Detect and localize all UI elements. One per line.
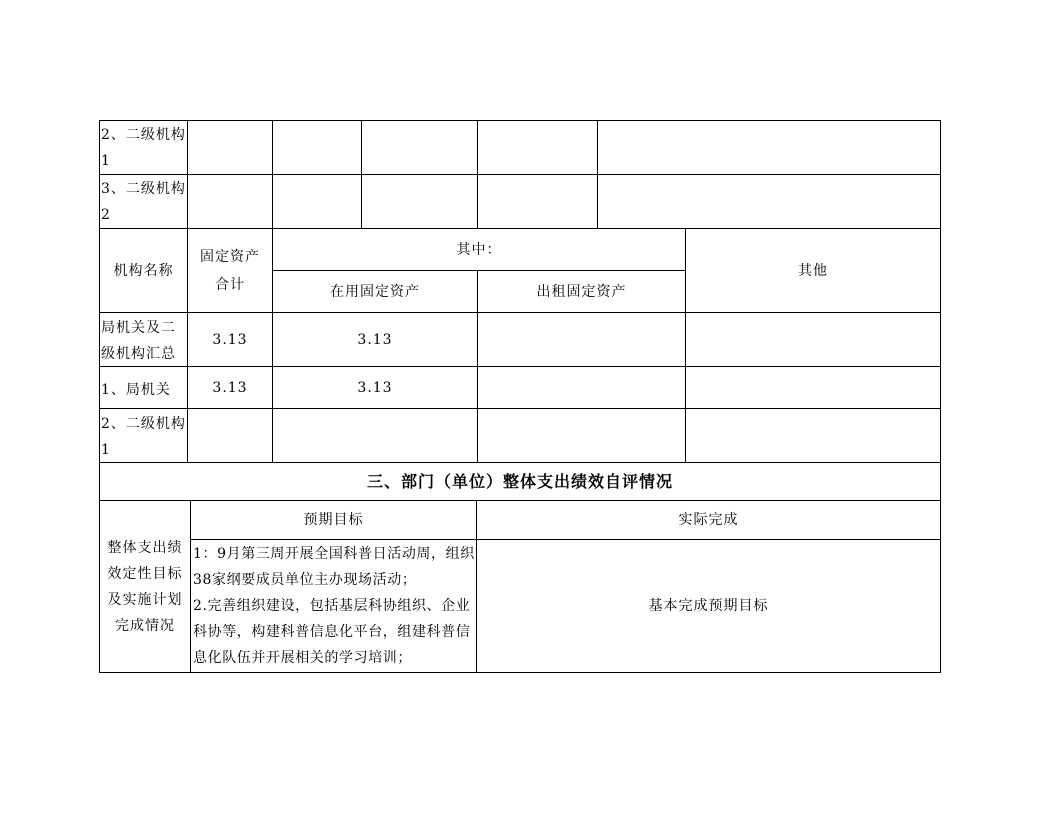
asset-row-total: 3.13: [212, 331, 248, 348]
asset-row-leased: [478, 409, 685, 462]
header-leased: 出租固定资产: [536, 283, 627, 300]
asset-row-other: [686, 367, 940, 408]
asset-row-label: 1、局机关: [101, 382, 171, 398]
header-expected-goal: 预期目标: [303, 512, 364, 528]
col-divider: [272, 120, 273, 228]
col-divider: [597, 120, 598, 228]
header-in-use: 在用固定资产: [330, 283, 420, 300]
org-row-label: 3、二级机构 2: [101, 181, 186, 223]
asset-row-other: [686, 409, 940, 462]
asset-row-in-use: [273, 409, 477, 462]
org-row-label: 2、二级机构 1: [101, 127, 186, 169]
asset-row-leased: [478, 313, 685, 366]
asset-row-label: 2、二级机构 1: [101, 416, 186, 458]
asset-row-total: [188, 409, 272, 462]
asset-row-other: [686, 313, 940, 366]
actual-completion-text: 基本完成预期目标: [648, 598, 769, 614]
asset-row-total: 3.13: [212, 379, 248, 396]
col-divider: [477, 120, 478, 228]
row-divider: [99, 174, 941, 175]
col-divider: [187, 120, 188, 228]
header-of-which: 其中：: [456, 241, 502, 258]
table-border-top: [99, 120, 941, 121]
asset-row-leased: [478, 367, 685, 408]
col-divider: [361, 120, 362, 228]
header-org-name: 机构名称: [113, 262, 174, 279]
table-border-bottom: [99, 672, 941, 673]
asset-row-label: 局机关及二 级机构汇总: [101, 320, 176, 362]
asset-row-in-use: 3.13: [357, 331, 393, 348]
performance-row-label: 整体支出绩 效定性目标 及实施计划 完成情况: [107, 539, 183, 634]
header-other: 其他: [798, 262, 828, 279]
asset-row-in-use: 3.13: [357, 379, 393, 396]
table-border-right: [940, 120, 941, 673]
expected-goal-text: 1：9月第三周开展全国科普日活动周，组织38家纲要成员单位主办现场活动； 2.完善组织建设，包括基层科协组织、企业科协等，构建科普信息化平台，组建科普信息化队伍并开展相关的学习培训；: [193, 546, 475, 666]
header-fixed-total: 固定资产 合计: [200, 248, 260, 293]
section-title: 三、部门（单位）整体支出绩效自评情况: [366, 471, 673, 491]
header-actual-completion: 实际完成: [678, 512, 739, 528]
